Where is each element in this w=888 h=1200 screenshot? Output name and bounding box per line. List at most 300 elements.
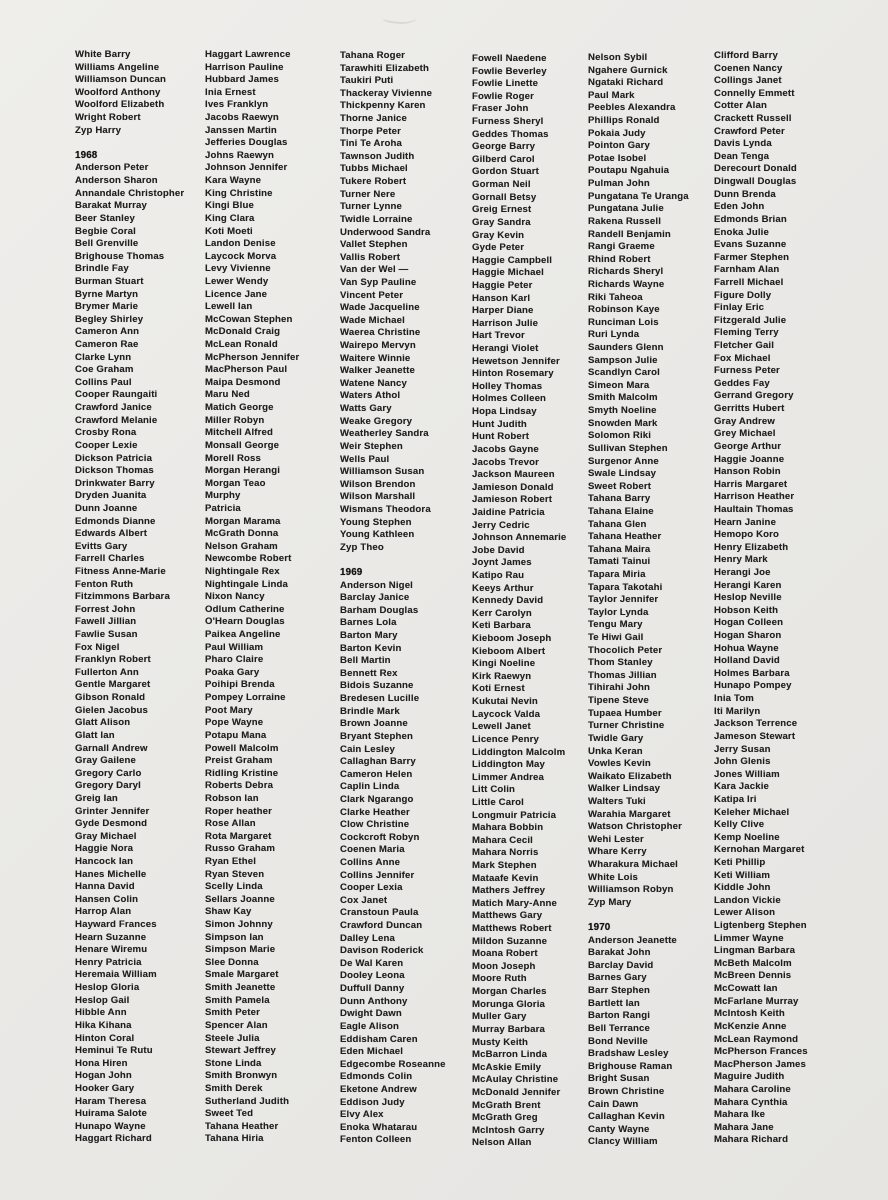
list-item: Holland David xyxy=(714,655,780,667)
list-item: Smith Peter xyxy=(205,1007,260,1019)
list-item: Begley Shirley xyxy=(75,313,144,325)
list-item: Hinton Rosemary xyxy=(472,368,554,380)
list-item: Fenton Colleen xyxy=(340,1134,412,1146)
list-item: Hooker Gary xyxy=(75,1082,135,1094)
list-item: Jacobs Gayne xyxy=(472,443,539,455)
list-item: Garnall Andrew xyxy=(75,742,148,754)
list-item: Fitzgerald Julie xyxy=(714,314,787,326)
list-item: Runciman Lois xyxy=(588,316,659,328)
list-item: Hanna David xyxy=(75,881,135,893)
list-item: Fox Michael xyxy=(714,352,771,364)
list-item: Herangi Violet xyxy=(472,343,539,355)
list-item: Weatherley Sandra xyxy=(340,428,429,440)
list-item: Vallis Robert xyxy=(340,251,401,263)
list-item: Henry Elizabeth xyxy=(714,541,789,553)
list-item: Matthews Gary xyxy=(472,910,543,922)
list-item: Cameron Ann xyxy=(75,326,140,338)
list-item: Beer Stanley xyxy=(75,212,135,224)
list-item: Keeys Arthur xyxy=(472,582,534,594)
list-item: Paikea Angeline xyxy=(205,629,281,641)
list-item: Hewetson Jennifer xyxy=(472,355,560,367)
list-item: Twidle Lorraine xyxy=(340,213,413,225)
list-item: Bell Martin xyxy=(340,655,391,667)
list-item: Tahana Maira xyxy=(588,543,651,555)
list-item: Zyp Theo xyxy=(340,541,384,553)
list-item: Solomon Riki xyxy=(588,430,652,442)
list-item: Hunt Robert xyxy=(472,431,530,443)
list-item: Fawell Jillian xyxy=(75,616,137,628)
list-item: Matthews Robert xyxy=(472,923,552,935)
list-item: Collins Jennifer xyxy=(340,869,415,881)
list-item: Hunt Judith xyxy=(472,418,527,430)
list-item: Dwight Dawn xyxy=(340,1008,402,1020)
list-item: Bradshaw Lesley xyxy=(588,1048,669,1060)
list-item: Matich George xyxy=(205,402,274,414)
list-item: Cox Janet xyxy=(340,894,388,906)
year-heading: 1970 xyxy=(588,922,611,934)
list-item: Herangi Karen xyxy=(714,579,782,591)
list-item: Wismans Theodora xyxy=(340,503,431,515)
list-item: McDonald Jennifer xyxy=(472,1086,561,1098)
list-item: Limmer Andrea xyxy=(472,771,544,783)
list-item: Nightingale Rex xyxy=(205,565,280,577)
list-item: Harrison Pauline xyxy=(205,61,284,73)
list-item: Simeon Mara xyxy=(588,379,650,391)
list-item: Rangi Graeme xyxy=(588,241,655,253)
list-item: Powell Malcolm xyxy=(205,742,279,754)
list-item: Morgan Marama xyxy=(205,515,281,527)
list-item: Dunn Anthony xyxy=(340,995,408,1007)
list-item: Sullivan Stephen xyxy=(588,442,668,454)
list-item: Kingi Noeline xyxy=(472,658,536,670)
list-item: Young Kathleen xyxy=(340,529,415,541)
list-item: Byrne Martyn xyxy=(75,288,139,300)
list-item: Herangi Joe xyxy=(714,566,771,578)
list-item: Smale Margaret xyxy=(205,969,279,981)
list-item: Anderson Nigel xyxy=(340,579,413,591)
list-item: Cooper Raungaiti xyxy=(75,389,158,401)
list-item: Hona Hiren xyxy=(75,1057,128,1069)
list-item: Fowlie Beverley xyxy=(472,65,547,77)
list-item: Cameron Rae xyxy=(75,339,139,351)
list-item: Lewell Ian xyxy=(205,301,253,313)
list-item: Holmes Barbara xyxy=(714,667,790,679)
list-item: Preist Graham xyxy=(205,755,273,767)
list-item: Hogan Colleen xyxy=(714,617,784,629)
list-item: Gordon Stuart xyxy=(472,166,539,178)
list-item: Jackson Terrence xyxy=(714,718,798,730)
list-item: Laycock Morva xyxy=(205,250,277,262)
list-item: Te Hiwi Gail xyxy=(588,632,644,644)
list-item: Clarke Heather xyxy=(340,806,410,818)
list-item: McLean Ronald xyxy=(205,339,278,351)
list-item: Smith Bronwyn xyxy=(205,1070,278,1082)
list-item: Tihirahi John xyxy=(588,682,651,694)
list-item: Clow Christine xyxy=(340,819,410,831)
list-item: Hika Kihana xyxy=(75,1019,132,1031)
list-item: Hayward Frances xyxy=(75,919,157,931)
list-item: Pope Wayne xyxy=(205,717,264,729)
list-item: Jaidine Patricia xyxy=(472,506,545,518)
list-item: Waerea Christine xyxy=(340,327,421,339)
list-item: Ngataki Richard xyxy=(588,77,664,89)
list-item: Ruri Lynda xyxy=(588,329,640,341)
list-item: O'Hearn Douglas xyxy=(205,616,285,628)
list-item: Pharo Claire xyxy=(205,654,264,666)
list-item: Harrop Alan xyxy=(75,906,132,918)
list-item: Poaka Gary xyxy=(205,666,260,678)
list-item: Collings Janet xyxy=(714,75,782,87)
list-item: Monsall George xyxy=(205,439,280,451)
list-item: Mathers Jeffrey xyxy=(472,885,546,897)
list-item: McGrath Greg xyxy=(472,1112,538,1124)
list-item: John Glenis xyxy=(714,756,771,768)
list-item: McGrath Donna xyxy=(205,528,279,540)
list-item: Roberts Debra xyxy=(205,780,274,792)
list-item: Cotter Alan xyxy=(714,100,767,112)
list-item: Jacobs Trevor xyxy=(472,456,540,468)
list-item: Wade Michael xyxy=(340,314,405,326)
list-item: Williams Angeline xyxy=(75,61,160,73)
list-item: Cain Lesley xyxy=(340,743,395,755)
list-item: Gray Michael xyxy=(75,830,137,842)
list-item: Gray Gailene xyxy=(75,755,136,767)
list-item: McPherson Frances xyxy=(714,1046,808,1058)
list-item: Fullerton Ann xyxy=(75,666,139,678)
list-item: Gray Kevin xyxy=(472,229,525,241)
list-item: Barham Douglas xyxy=(340,604,419,616)
list-item: Poutapu Ngahuia xyxy=(588,165,670,177)
list-item: Gregory Daryl xyxy=(75,780,141,792)
list-item: Inia Tom xyxy=(714,693,754,705)
list-item: Waikato Elizabeth xyxy=(588,770,672,782)
list-item: Gyde Desmond xyxy=(75,818,148,830)
list-item: Mitchell Alfred xyxy=(205,427,273,439)
list-item: Sampson Julie xyxy=(588,354,658,366)
list-item: Weake Gregory xyxy=(340,415,413,427)
list-item: Tamati Tainui xyxy=(588,556,651,568)
list-item: Tahana Heather xyxy=(205,1120,279,1132)
list-item: Hansen Colin xyxy=(75,893,139,905)
list-item: Hogan Sharon xyxy=(714,630,782,642)
list-item: Kirk Raewyn xyxy=(472,670,532,682)
list-item: Richards Wayne xyxy=(588,278,665,290)
list-item: Geddes Fay xyxy=(714,377,770,389)
list-item: Maru Ned xyxy=(205,389,250,401)
list-item: Maipa Desmond xyxy=(205,376,281,388)
list-item: Grey Michael xyxy=(714,428,776,440)
list-item: Haram Theresa xyxy=(75,1095,147,1107)
list-item: Mahara Norris xyxy=(472,847,539,859)
list-item: Annandale Christopher xyxy=(75,187,185,199)
list-item: Cameron Helen xyxy=(340,768,413,780)
list-item: Gerrand Gregory xyxy=(714,390,794,402)
list-item: Mahara Caroline xyxy=(714,1083,791,1095)
list-item: McFarlane Murray xyxy=(714,995,799,1007)
list-item: Wilson Brendon xyxy=(340,478,416,490)
list-item: Fawlie Susan xyxy=(75,629,138,641)
list-item: Geddes Thomas xyxy=(472,128,549,140)
list-item: Young Stephen xyxy=(340,516,412,528)
list-item: Williamson Susan xyxy=(340,466,425,478)
list-item: Woolford Elizabeth xyxy=(75,99,165,111)
list-item: De Wal Karen xyxy=(340,957,404,969)
list-item: Johns Raewyn xyxy=(205,149,274,161)
list-item: Jerry Susan xyxy=(714,743,771,755)
list-item: Hogan John xyxy=(75,1070,132,1082)
list-item: Enoka Whatarau xyxy=(340,1121,418,1133)
list-item: Barnes Lola xyxy=(340,617,397,629)
list-item: Brymer Marie xyxy=(75,301,139,313)
list-item: MacPherson Paul xyxy=(205,364,288,376)
list-item: Haggart Richard xyxy=(75,1133,152,1145)
list-item: Newcombe Robert xyxy=(205,553,292,565)
list-item: Edwards Albert xyxy=(75,528,148,540)
list-item: Scandlyn Carol xyxy=(588,367,660,379)
list-item: Ryan Ethel xyxy=(205,856,257,867)
list-item: Musty Keith xyxy=(472,1036,529,1048)
list-item: Clarke Lynn xyxy=(75,351,132,363)
list-item: Anderson Peter xyxy=(75,162,149,174)
list-item: McLean Raymond xyxy=(714,1033,799,1045)
list-item: Barclay David xyxy=(588,959,654,971)
list-item: Jerry Cedric xyxy=(472,519,530,531)
list-item: Van Syp Pauline xyxy=(340,276,417,288)
list-item: Van der Wel — xyxy=(340,264,409,276)
list-item: Hart Trevor xyxy=(472,330,525,342)
list-item: Bidois Suzanne xyxy=(340,680,414,692)
list-item: Crosby Rona xyxy=(75,427,137,439)
list-item: Henry Mark xyxy=(714,554,768,566)
list-item: Cooper Lexia xyxy=(340,882,403,894)
list-item: Hopa Lindsay xyxy=(472,406,537,418)
list-item: Eden John xyxy=(714,201,765,213)
list-item: Shaw Kay xyxy=(205,906,252,918)
list-item: Henry Patricia xyxy=(75,956,142,968)
list-item: Hobson Keith xyxy=(714,604,779,616)
list-item: Eagle Alison xyxy=(340,1020,400,1032)
list-item: Hibble Ann xyxy=(75,1007,127,1019)
list-item: Williamson Duncan xyxy=(75,74,166,86)
list-item: King Christine xyxy=(205,187,273,199)
list-item: Lewer Alison xyxy=(714,907,776,919)
list-item: Nixon Nancy xyxy=(205,591,265,603)
list-item: Vallet Stephen xyxy=(340,239,408,251)
list-item: Keti Barbara xyxy=(472,620,531,632)
list-item: Cooper Lexie xyxy=(75,439,138,451)
list-item: Turner Lynne xyxy=(340,201,403,213)
list-item: Wharakura Michael xyxy=(588,859,678,870)
list-item: Crawford Janice xyxy=(75,402,152,414)
list-item: Zyp Harry xyxy=(75,124,122,136)
list-item: Moon Joseph xyxy=(472,960,536,972)
list-item: Barton Rangi xyxy=(588,1010,651,1022)
list-item: Poihipi Brenda xyxy=(205,679,275,691)
list-item: Simon Johnny xyxy=(205,919,273,931)
list-item: Slee Donna xyxy=(205,956,259,968)
list-item: Fitness Anne-Marie xyxy=(75,565,166,577)
list-item: Farrell Michael xyxy=(714,276,784,288)
list-item: Phillips Ronald xyxy=(588,115,660,127)
list-item: Dunn Brenda xyxy=(714,188,776,200)
list-item: Haultain Thomas xyxy=(714,503,794,515)
list-item: Haggie Peter xyxy=(472,279,533,291)
list-item: Tahana Barry xyxy=(588,493,651,505)
list-item: Harrison Julie xyxy=(472,317,539,329)
list-item: Heslop Gail xyxy=(75,994,130,1006)
list-item: Taylor Lynda xyxy=(588,606,649,618)
list-item: Anderson Jeanette xyxy=(588,934,677,946)
list-item: Kukutai Nevin xyxy=(472,696,538,708)
list-item: Landon Denise xyxy=(205,238,276,250)
list-item: White Barry xyxy=(75,49,131,60)
list-item: Bright Susan xyxy=(588,1073,650,1085)
list-item: Potapu Mana xyxy=(205,729,267,741)
list-item: Jones William xyxy=(714,768,780,780)
list-item: Snowden Mark xyxy=(588,417,658,429)
list-item: Pointon Gary xyxy=(588,140,651,152)
list-item: Lewer Wendy xyxy=(205,275,269,287)
list-item: Kieboom Joseph xyxy=(472,633,552,645)
list-item: Bond Neville xyxy=(588,1035,648,1047)
list-item: Brighouse Raman xyxy=(588,1060,673,1072)
list-item: Matich Mary-Anne xyxy=(472,897,558,909)
list-item: Underwood Sandra xyxy=(340,226,431,238)
list-item: Jefferies Douglas xyxy=(205,137,288,149)
list-item: Gilberd Carol xyxy=(472,153,535,165)
list-item: Pungatana Julie xyxy=(588,203,664,215)
list-item: Gerritts Hubert xyxy=(714,403,785,415)
list-item: Coenen Nancy xyxy=(714,62,783,74)
list-item: Jameson Stewart xyxy=(714,730,796,742)
list-item: Huirama Salote xyxy=(75,1108,147,1120)
list-item: Gyde Peter xyxy=(472,242,525,254)
list-item: Clark Ngarango xyxy=(340,793,414,805)
list-item: Moana Robert xyxy=(472,948,538,960)
list-item: Kara Jackie xyxy=(714,781,769,793)
list-item: Inia Ernest xyxy=(205,86,256,98)
list-item: Fleming Terry xyxy=(714,327,779,339)
list-item: Sweet Ted xyxy=(205,1108,254,1120)
list-item: Haggie Michael xyxy=(472,267,544,279)
list-item: Dryden Juanita xyxy=(75,490,147,502)
list-item: Liddington Malcolm xyxy=(472,746,566,758)
list-item: Davison Roderick xyxy=(340,945,424,957)
list-item: Barnes Gary xyxy=(588,972,647,984)
list-item: Hunapo Pompey xyxy=(714,680,792,692)
list-item: Hearn Janine xyxy=(714,516,777,528)
list-item: Tahana Elaine xyxy=(588,505,654,517)
list-item: Hanes Michelle xyxy=(75,868,147,880)
list-item: Taukiri Puti xyxy=(340,75,394,87)
list-item: Gibson Ronald xyxy=(75,692,146,704)
list-item: Surgenor Anne xyxy=(588,455,659,467)
list-item: Licence Jane xyxy=(205,288,268,300)
list-item: Smith Jeanette xyxy=(205,982,276,994)
list-item: Bell Terrance xyxy=(588,1022,651,1034)
list-item: Riki Taheoa xyxy=(588,291,643,303)
list-item: Bryant Stephen xyxy=(340,730,413,742)
list-item: Little Carol xyxy=(472,796,524,808)
name-column-5 xyxy=(588,52,719,1149)
list-item: Brown Joanne xyxy=(340,718,408,730)
list-item: Fowlie Linette xyxy=(472,78,539,90)
list-item: Watson Christopher xyxy=(588,821,683,833)
list-item: Wairepo Mervyn xyxy=(340,340,416,352)
list-item: Williamson Robyn xyxy=(588,884,674,896)
list-item: Hearn Suzanne xyxy=(75,931,147,943)
list-item: McIntosh Keith xyxy=(714,1008,785,1020)
list-item: Waitere Winnie xyxy=(340,352,411,364)
list-item: Laycock Valda xyxy=(472,708,541,720)
list-item: Nightingale Linda xyxy=(205,578,289,590)
list-item: Glatt Ian xyxy=(75,729,115,741)
list-item: Smith Malcolm xyxy=(588,392,658,404)
list-item: Randell Benjamin xyxy=(588,228,671,240)
list-item: Rakena Russell xyxy=(588,215,662,227)
list-item: Gentle Margaret xyxy=(75,679,151,691)
list-item: Kernohan Margaret xyxy=(714,844,805,856)
list-item: Franklyn Robert xyxy=(75,654,151,666)
list-item: Connelly Emmett xyxy=(714,87,795,99)
list-item: Dickson Thomas xyxy=(75,465,154,477)
list-item: Haggie Campbell xyxy=(472,254,553,266)
list-item: Litt Colin xyxy=(472,784,516,796)
list-item: Eketone Andrew xyxy=(340,1083,417,1095)
list-item: Kennedy David xyxy=(472,595,544,607)
list-item: Morell Ross xyxy=(205,452,262,464)
list-item: Pungatana Te Uranga xyxy=(588,190,689,202)
list-item: Paul William xyxy=(205,641,264,653)
list-item: Sutherland Judith xyxy=(205,1095,290,1107)
list-item: Morgan Teao xyxy=(205,477,266,489)
list-item: Dickson Patricia xyxy=(75,452,153,464)
list-item: Koti Ernest xyxy=(472,683,525,695)
list-item: Brighouse Thomas xyxy=(75,250,165,262)
list-item: Farmer Stephen xyxy=(714,251,790,263)
list-item: Dunn Joanne xyxy=(75,502,138,514)
list-item: Keti William xyxy=(714,869,771,881)
list-item: Fletcher Gail xyxy=(714,340,775,352)
name-column-4 xyxy=(472,53,603,1150)
list-item: McBarron Linda xyxy=(472,1049,548,1061)
year-heading: 1968 xyxy=(75,149,98,161)
list-item: Bennett Rex xyxy=(340,667,398,679)
list-item: Ridling Kristine xyxy=(205,767,279,779)
list-item: Tawnson Judith xyxy=(340,150,415,162)
list-item: Nelson Graham xyxy=(205,540,278,552)
list-item: Tahana Heather xyxy=(588,531,662,543)
list-item: Morunga Gloria xyxy=(472,998,545,1010)
list-item: Mahara Richard xyxy=(714,1134,789,1146)
list-item: Coe Graham xyxy=(75,364,134,376)
list-item: Farrell Charles xyxy=(75,553,145,565)
list-item: Liddington May xyxy=(472,759,545,771)
list-item: Eddisham Caren xyxy=(340,1033,418,1045)
list-item: Gregory Carlo xyxy=(75,767,142,779)
list-item: Murphy xyxy=(205,490,241,502)
list-item: Hancock Ian xyxy=(75,856,134,867)
list-item: Gornall Betsy xyxy=(472,191,537,203)
name-column-6 xyxy=(714,50,845,1147)
list-item: McCowan Stephen xyxy=(205,313,293,325)
list-item: Brown Christine xyxy=(588,1085,665,1097)
list-item: Holmes Colleen xyxy=(472,393,547,405)
list-item: Edmonds Brian xyxy=(714,213,787,225)
list-item: Lewell Janet xyxy=(472,721,531,733)
list-item: Smith Derek xyxy=(205,1082,263,1094)
list-item: Woolford Anthony xyxy=(75,86,161,98)
